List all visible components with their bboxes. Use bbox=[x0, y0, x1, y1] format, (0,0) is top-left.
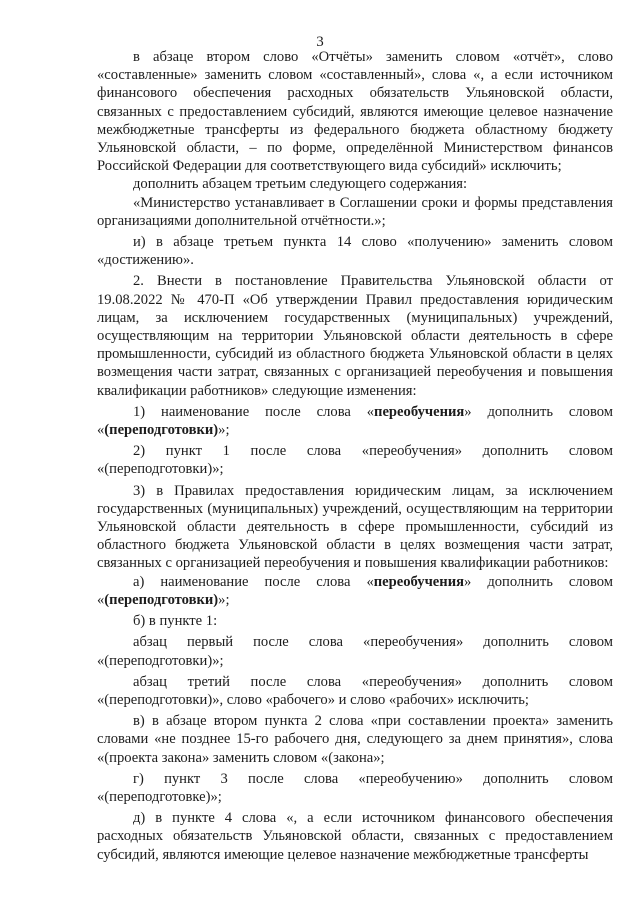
text-run: » дополнить словом « bbox=[97, 573, 613, 608]
text-run: дополнить абзацем третьим следующего содержания: bbox=[133, 176, 468, 193]
text-run: » дополнить словом « bbox=[97, 403, 613, 439]
paragraph bbox=[97, 272, 613, 399]
text-run: г) пункт 3 после слова «переобучению» дополнить словом «(переподготовке)»; bbox=[97, 770, 613, 805]
bold-text: переобучения bbox=[373, 573, 465, 590]
paragraph bbox=[97, 673, 613, 709]
paragraph bbox=[97, 612, 613, 630]
text-run: 3) в Правилах предоставления юридическим лицам, за исключением государственных (муниципальных) учреждений, осуществляющим на территории Ульяновской области деятельность в сфере промышленности, субсидий из областного бюджета Ульяновской области в целях возмещения части затрат, связанных с организацией переобучения и повышения квалификации работников: bbox=[97, 482, 613, 572]
page-number: 3 bbox=[316, 34, 324, 50]
paragraph bbox=[97, 194, 613, 230]
text-run: абзац третий после слова «переобучения» дополнить словом «(переподготовки)», слово «рабочего» и слово «рабочих» исключить; bbox=[97, 673, 613, 708]
bold-text: переобучения bbox=[374, 403, 465, 420]
paragraph bbox=[97, 175, 613, 193]
text-run: в абзаце втором слово «Отчёты» заменить словом «отчёт», слово «составленные» заменить словом «составленный», слова «, а если источником финансового обеспечения расходных обязательств Ульяновской области, связанных с предоставлением субсидий, являются имеющие целевое назначение межбюджетные трансферты из федерального бюджета областному бюджету Ульяновской области, – по форме, определённой Министерством финансов Российской Федерации для соответствующего вида субсидий» исключить; bbox=[97, 49, 613, 175]
text-run: »; bbox=[218, 591, 230, 608]
paragraph bbox=[97, 712, 613, 767]
bold-text: (переподготовки) bbox=[104, 422, 219, 439]
paragraph bbox=[97, 573, 613, 609]
text-run: д) в пункте 4 слова «, а если источником финансового обеспечения расходных обязательств Ульяновской области, связанных с предоставлением субсидий, являются имеющие целевое назначение межбюджетные трансферты bbox=[97, 810, 613, 863]
text-run: абзац первый после слова «переобучения» дополнить словом «(переподготовки)»; bbox=[97, 634, 613, 669]
paragraph bbox=[97, 233, 613, 269]
paragraph bbox=[97, 442, 613, 478]
paragraph bbox=[97, 770, 613, 806]
text-run: б) в пункте 1: bbox=[133, 613, 218, 630]
text-run: «Министерство устанавливает в Соглашении сроки и формы представления организациями дополнительной отчётности.»; bbox=[97, 194, 613, 229]
text-run: 2. Внести в постановление Правительства Ульяновской области от 19.08.2022 № 470-П «Об утверждении Правил предоставления юридическим лицам, за исключением государственных (муниципальных) учреждений, осуществляющим на территории Ульяновской области деятельность в сфере промышленности, субсидий из областного бюджета Ульяновской области в целях возмещения части затрат, связанных с организацией переобучения и повышения квалификации работников» следующие изменения: bbox=[97, 273, 613, 399]
text-run: »; bbox=[218, 422, 230, 439]
paragraph bbox=[97, 482, 613, 573]
paragraph bbox=[97, 48, 613, 175]
paragraph bbox=[97, 809, 613, 864]
paragraph bbox=[97, 403, 613, 439]
text-run: в) в абзаце втором пункта 2 слова «при составлении проекта» заменить словами «не позднее 15-го рабочего дня, следующего за днем принятия», слова «(проекта закона» заменить словом «(закона»; bbox=[97, 713, 613, 766]
document-body bbox=[97, 48, 613, 864]
text-run: и) в абзаце третьем пункта 14 слово «получению» заменить словом «достижению». bbox=[97, 234, 613, 269]
paragraph bbox=[97, 633, 613, 669]
text-run: 1) наименование после слова « bbox=[133, 403, 375, 420]
text-run: а) наименование после слова « bbox=[133, 573, 374, 590]
bold-text: (переподготовки) bbox=[104, 591, 219, 608]
text-run: 2) пункт 1 после слова «переобучения» дополнить словом «(переподготовки)»; bbox=[97, 443, 613, 478]
